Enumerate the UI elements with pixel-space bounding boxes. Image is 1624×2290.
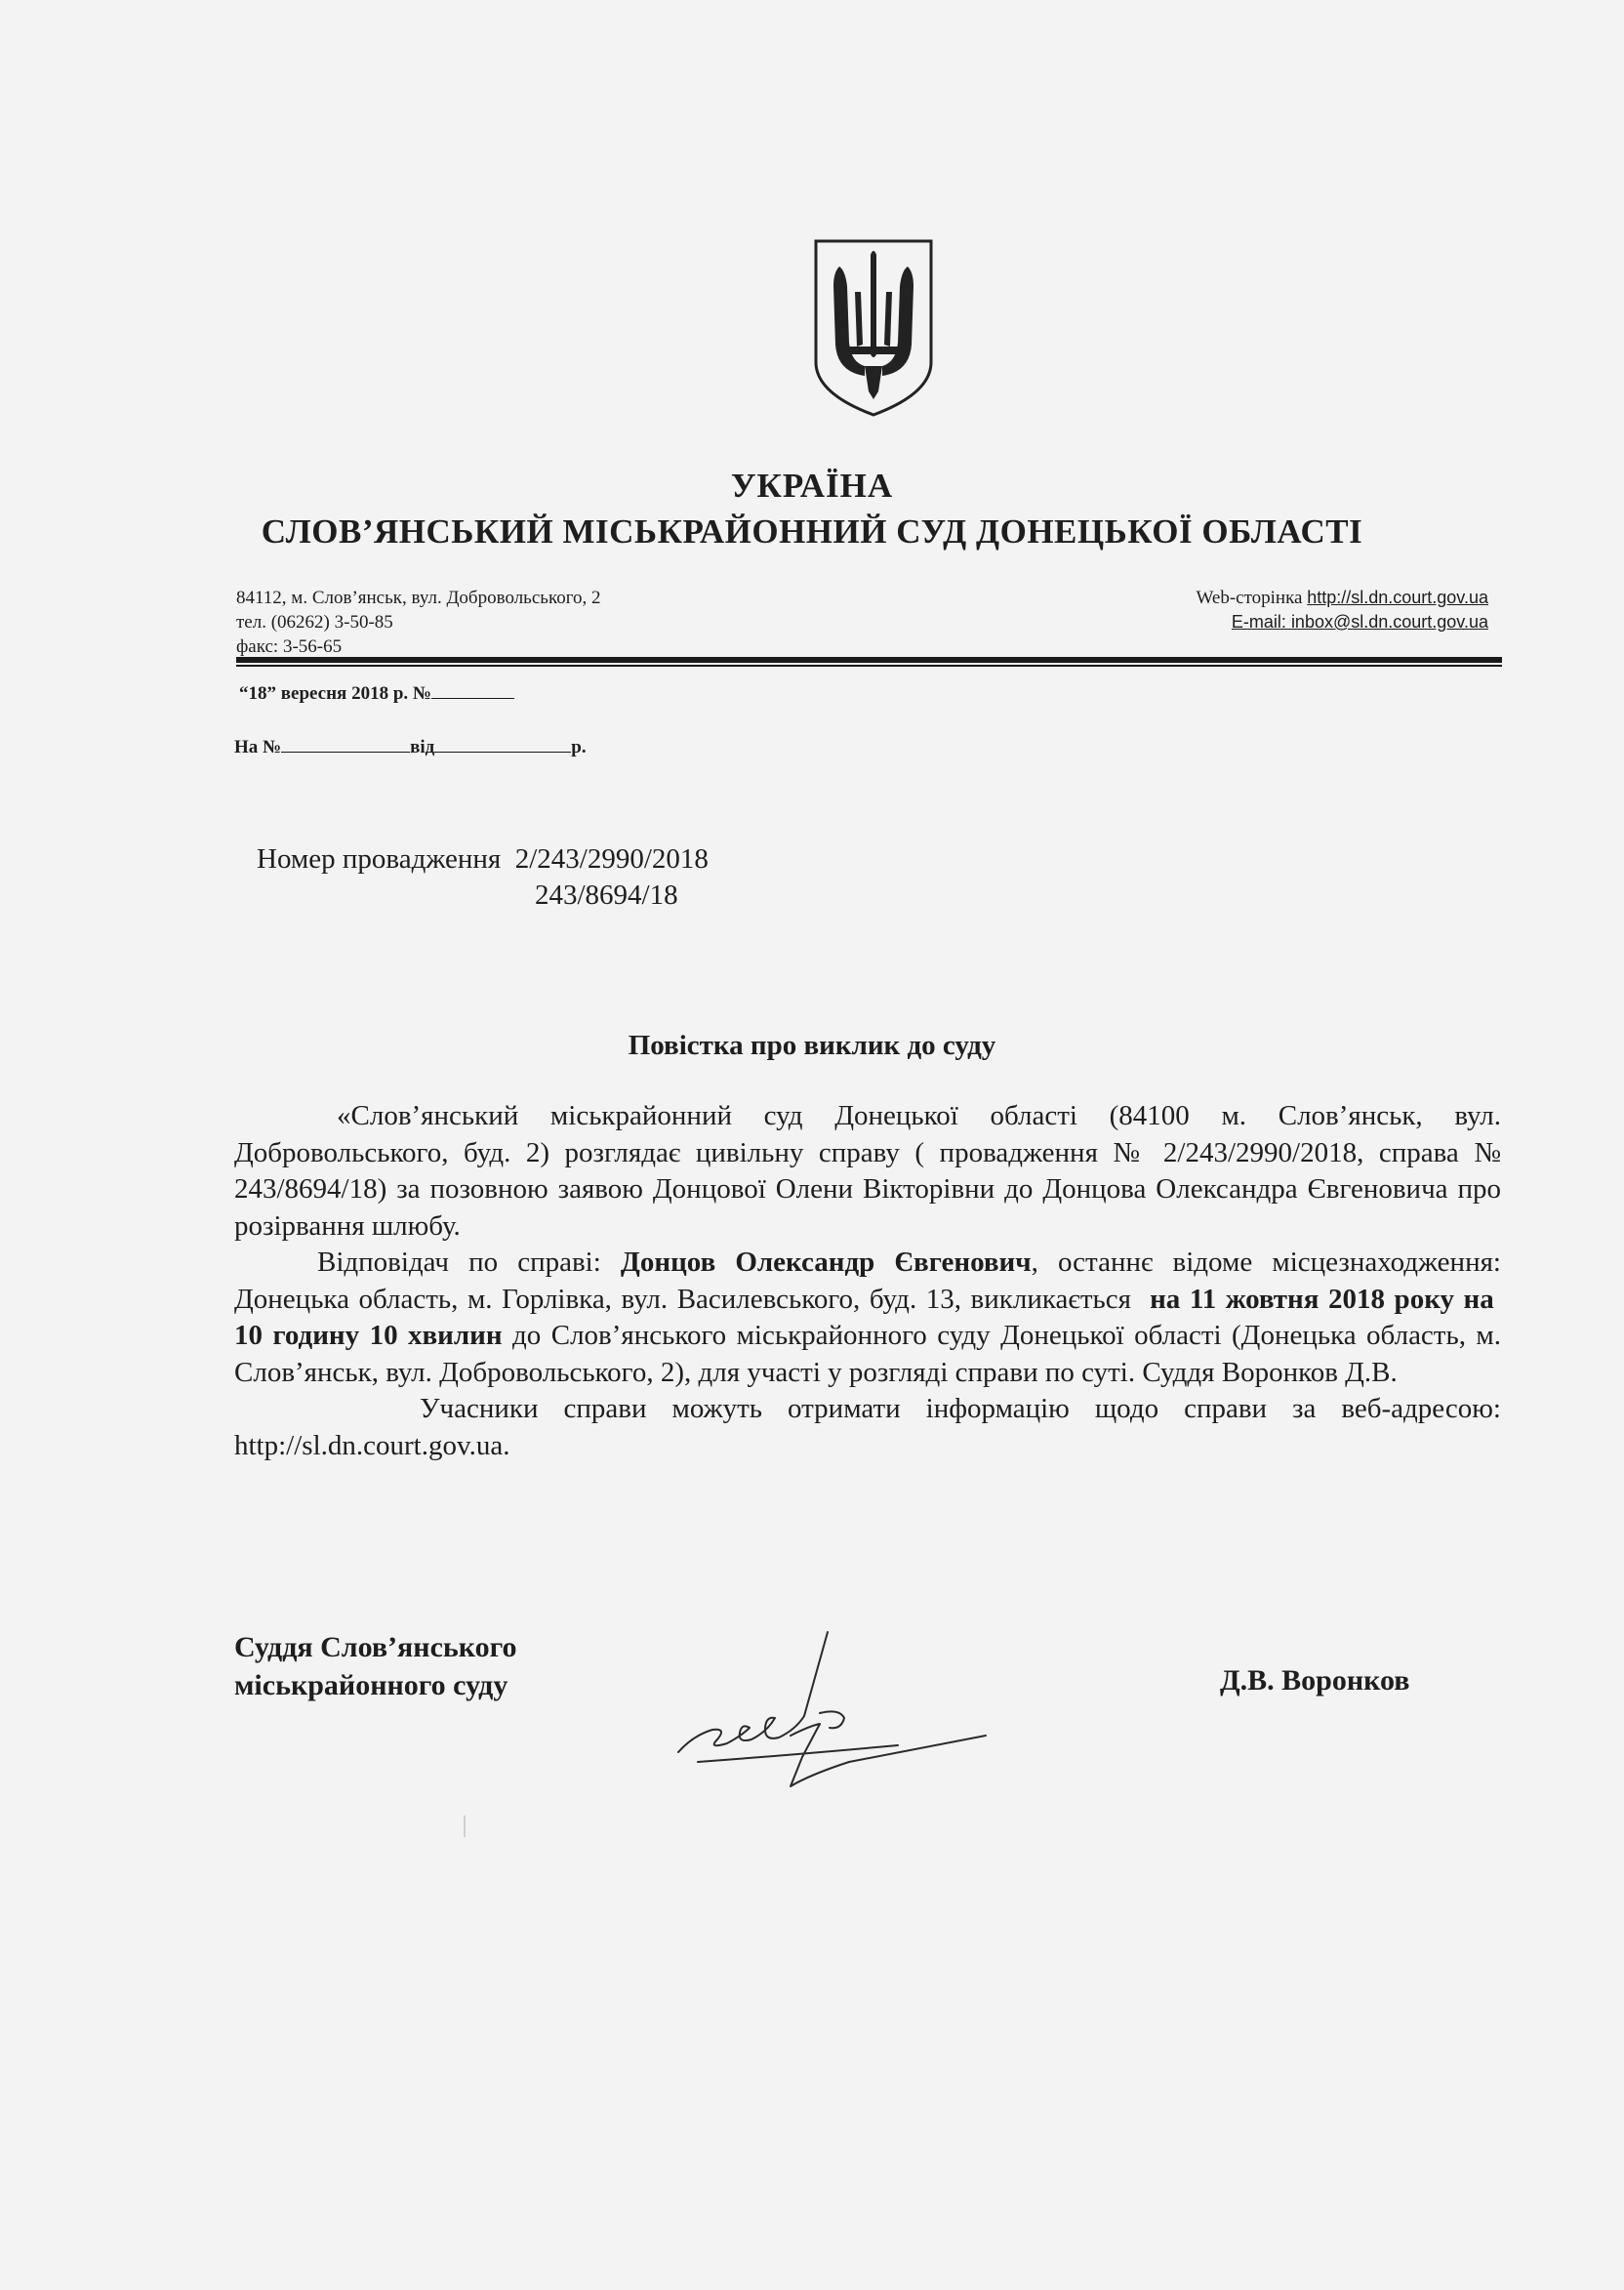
handwritten-signature — [673, 1620, 995, 1806]
judge-position-line-2: міськрайонного суду — [234, 1669, 508, 1701]
body-paragraph-2 — [234, 1245, 1501, 1391]
document-title: Повістка про виклик до суду — [628, 1030, 996, 1061]
ukraine-emblem-icon — [810, 237, 937, 419]
header-divider-thin — [236, 665, 1502, 667]
address-block — [236, 586, 601, 659]
email-address: inbox@sl.dn.court.gov.ua — [1290, 612, 1488, 632]
proceeding-number: 2/243/2990/2018 — [514, 843, 709, 875]
hearing-date: на 11 жовтня 2018 року на — [1150, 1283, 1494, 1315]
email-link[interactable] — [976, 610, 1488, 634]
outgoing-date: “18” вересня 2018 р. № — [239, 683, 431, 704]
summons-body — [234, 1098, 1501, 1464]
case-number: 243/8694/18 — [535, 879, 678, 911]
defendant-name: Донцов Олександр Євгенович — [620, 1247, 1032, 1278]
body-paragraph-3: Учасники справи можуть отримати інформацію щодо справи за веб-адресою: http://sl.dn.court.gov.ua. — [234, 1393, 1501, 1461]
web-link[interactable]: http://sl.dn.court.gov.ua — [1307, 588, 1488, 607]
court-fax: факс: 3-56-65 — [236, 636, 343, 657]
email-label: E-mail: — [1231, 612, 1286, 632]
judge-position-line-1: Суддя Слов’янського — [234, 1631, 517, 1663]
hearing-location: до Слов’янського міськрайонного суду Донецької області (Донецька область, м. Слов’янськ, вул. Добровольського, 2), для участі у розгляді справи по суті. Суддя Воронков Д.В. — [234, 1320, 1501, 1388]
incoming-number-label: На № — [234, 737, 282, 757]
incoming-date-blank — [434, 734, 571, 753]
country-heading: УКРАЇНА — [730, 467, 894, 505]
incoming-reference-line — [234, 734, 587, 758]
year-suffix: р. — [571, 737, 587, 757]
web-label: Web-сторінка — [1196, 588, 1303, 608]
scan-mark — [464, 1816, 466, 1837]
proceeding-line — [257, 843, 709, 876]
judge-position — [234, 1628, 517, 1704]
outgoing-number-blank — [431, 680, 514, 699]
contact-block — [976, 586, 1488, 634]
court-address: 84112, м. Слов’янськ, вул. Добровольського, 2 — [236, 588, 601, 608]
header-divider-thick — [236, 657, 1502, 663]
court-name-heading: СЛОВ’ЯНСЬКИЙ МІСЬКРАЙОННИЙ СУД ДОНЕЦЬКОЇ ОБЛАСТІ — [261, 512, 1363, 551]
hearing-time: 10 годину 10 хвилин — [234, 1320, 503, 1351]
outgoing-date-line — [239, 680, 514, 705]
defendant-location: , останнє відоме місцезнаходження: Донецька область, м. Горлівка, вул. Василевського, буд. 13, викликається — [234, 1247, 1501, 1315]
court-phone: тел. (06262) 3-50-85 — [236, 612, 393, 633]
incoming-from-label: від — [410, 737, 435, 757]
incoming-number-blank — [281, 734, 410, 753]
defendant-label: Відповідач по справі: — [317, 1247, 601, 1278]
judge-name: Д.В. Воронков — [1220, 1664, 1410, 1697]
proceeding-label: Номер провадження — [257, 843, 502, 875]
body-paragraph-1: «Слов’янський міськрайонний суд Донецької області (84100 м. Слов’янськ, вул. Добровольського, буд. 2) розглядає цивільну справу ( провадження № 2/243/2990/2018, справа № 243/8694/18) за позовною заявою Донцової Олени Вікторівни до Донцова Олександра Євгеновича про розірвання шлюбу. — [234, 1100, 1501, 1242]
